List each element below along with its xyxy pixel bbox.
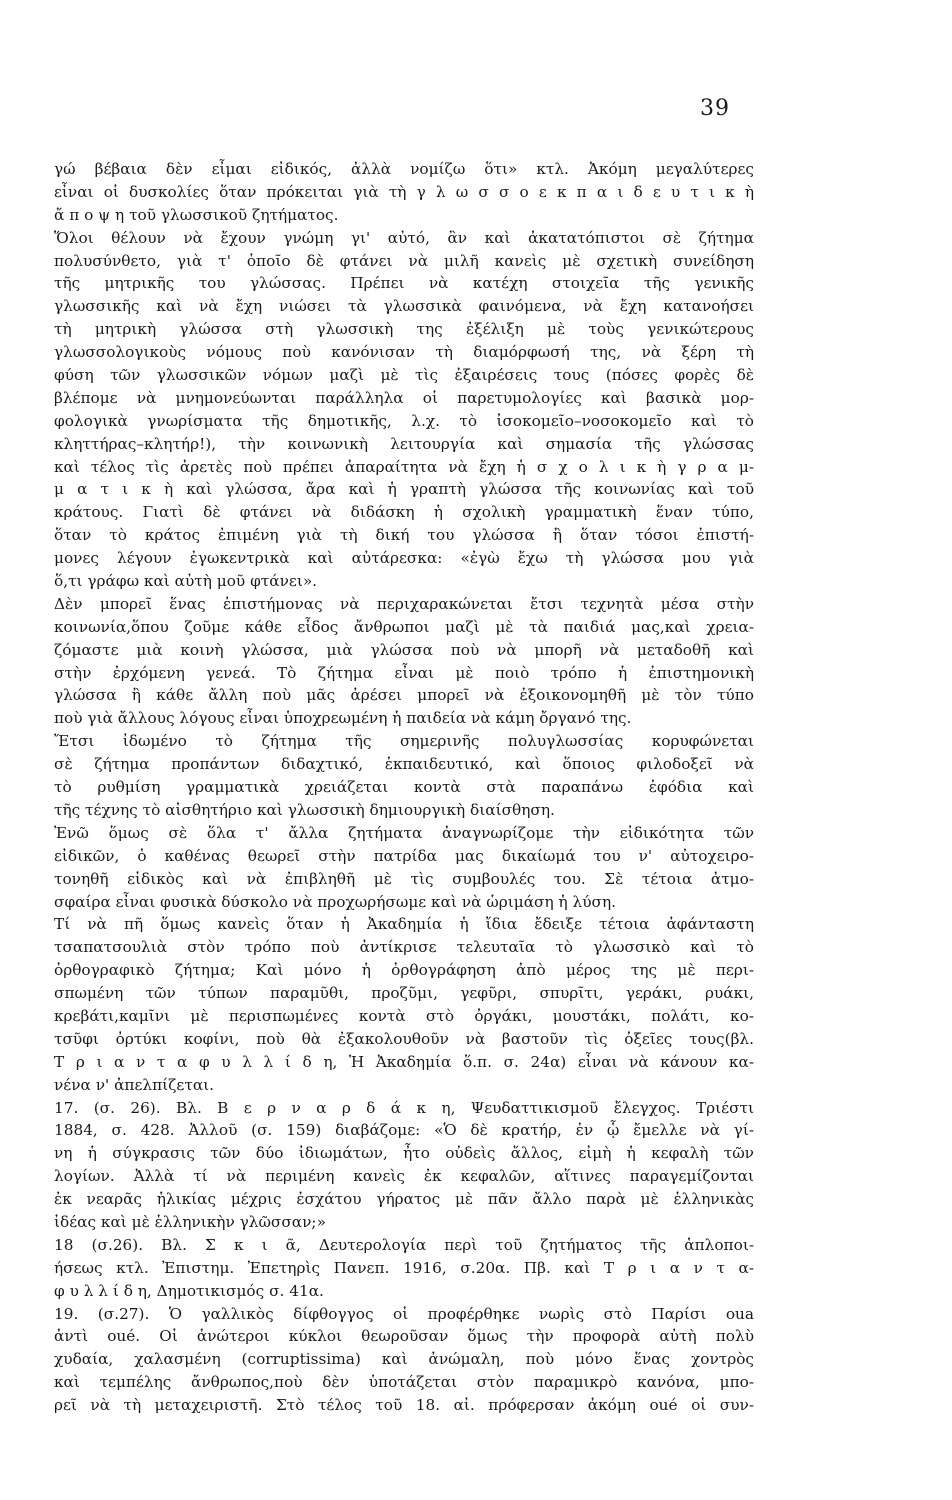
text-body — [54, 158, 754, 1417]
text-line: τσῦφι ὀρτύκι κοφίνι, ποὺ θὰ ἐξακολουθοῦν νὰ βαστοῦν τὶς ὀξεῖες τους(βλ. — [54, 1029, 754, 1048]
text-line: Ἐνῶ ὅμως σὲ ὅλα τ' ἄλλα ζητήματα ἀναγνωρίζομε τὴν εἰδικότητα τῶν — [54, 823, 754, 842]
text-line: χυδαία, χαλασμένη (corruptissima) καὶ ἀνώμαλη, ποὺ μόνο ἕνας χοντρὸς — [54, 1350, 754, 1369]
text-line: καὶ τεμπέλης ἄνθρωπος,ποὺ δὲν ὑποτάζεται στὸν παραμικρὸ κανόνα, μπο- — [54, 1373, 754, 1392]
text-line: στὴν ἐρχόμενη γενεά. Τὸ ζήτημα εἶναι μὲ ποιὸ τρόπο ἡ ἐπιστημονικὴ — [54, 663, 754, 682]
text-line: πολυσύνθετο, γιὰ τ' ὁποῖο δὲ φτάνει νὰ μιλῆ κανεὶς μὲ σχετικὴ συνείδηση — [54, 251, 754, 270]
text-line: τονηθῆ εἰδικὸς καὶ νὰ ἐπιβληθῆ μὲ τὶς συμβουλές του. Σὲ τέτοια ἀτμο- — [54, 869, 754, 888]
text-line: εἰδικῶν, ὁ καθένας θεωρεῖ στὴν πατρίδα μας δικαίωμά του ν' αὐτοχειρο- — [54, 846, 754, 865]
text-line: γώ βέβαια δὲν εἶμαι εἰδικός, ἀλλὰ νομίζω ὅτι» κτλ. Ἀκόμη μεγαλύτερες — [54, 160, 754, 178]
text-line: λογίων. Ἀλλὰ τί νὰ περιμένη κανεὶς ἐκ κεφαλῶν, αἵτινες παραγεμίζονται — [54, 1167, 754, 1186]
text-line: κράτους. Γιατὶ δὲ φτάνει νὰ διδάσκη ἡ σχολικὴ γραμματικὴ ἕναν τύπο, — [54, 503, 754, 522]
text-line: ζόμαστε μιὰ κοινὴ γλώσσα, μιὰ γλώσσα ποὺ νὰ μπορῆ νὰ μεταδοθῆ καὶ — [54, 640, 754, 659]
text-line: ἐκ νεαρᾶς ἡλικίας μέχρις ἐσχάτου γήρατος μὲ πᾶν ἄλλο παρὰ μὲ ἑλληνικὰς — [54, 1190, 754, 1209]
text-line: κοινωνία,ὅπου ζοῦμε κάθε εἶδος ἄνθρωποι μαζὶ μὲ τὰ παιδιά μας,καὶ χρεια- — [54, 617, 754, 636]
text-line: Δὲν μπορεῖ ἕνας ἐπιστήμονας νὰ περιχαρακώνεται ἔτσι τεχνητὰ μέσα στὴν — [54, 594, 754, 613]
text-line: τὸ ρυθμίση γραμματικὰ χρειάζεται κοντὰ στὰ παραπάνω ἐφόδια καὶ — [54, 778, 754, 797]
text-line: γλωσσολογικοὺς νόμους ποὺ κανόνισαν τὴ διαμόρφωσή της, νὰ ξέρη τὴ — [54, 343, 754, 362]
text-line: ρεῖ νὰ τὴ μεταχειριστῆ. Στὸ τέλος τοῦ 18. αἰ. πρόφερσαν ἀκόμη oué οἱ συν- — [54, 1396, 754, 1415]
text-line: μονες λέγουν ἐγωκεντρικὰ καὶ αὐτάρεσκα: «ἐγὼ ἔχω τὴ γλώσσα μου γιὰ — [54, 549, 754, 568]
text-line: τῆς τέχνης τὸ αἰσθητήριο καὶ γλωσσικὴ δημιουργικὴ διαίσθηση. — [54, 800, 555, 819]
text-line: Τί νὰ πῆ ὅμως κανεὶς ὅταν ἡ Ἀκαδημία ἡ ἴδια ἔδειξε τέτοια ἀφάνταστη — [54, 915, 754, 934]
text-line: τὴ μητρικὴ γλώσσα στὴ γλωσσικὴ της ἐξέλιξη μὲ τοὺς γενικώτερους — [54, 320, 754, 339]
text-line: εἶναι οἱ δυσκολίες ὅταν πρόκειται γιὰ τὴ γ λ ω σ σ ο ε κ π α ι δ ε υ τ ι κ ὴ — [54, 182, 754, 201]
text-line: φ υ λ λ ί δ η, Δημοτικισμός σ. 41α. — [54, 1281, 324, 1300]
text-line: ήσεως κτλ. Ἐπιστημ. Ἐπετηρὶς Πανεπ. 1916, σ.20α. Πβ. καὶ Τ ρ ι α ν τ α- — [54, 1258, 754, 1277]
text-line: ὅ,τι γράφω καὶ αὐτὴ μοῦ φτάνει». — [54, 572, 318, 591]
text-line: ὅταν τὸ κράτος ἐπιμένη γιὰ τὴ δική του γλώσσα ἢ ὅταν τόσοι ἐπιστή- — [54, 526, 754, 545]
text-line: μ α τ ι κ ὴ καὶ γλώσσα, ἄρα καὶ ἡ γραπτὴ γλώσσα τῆς κοινωνίας καὶ τοῦ — [54, 480, 754, 499]
text-line: φύση τῶν γλωσσικῶν νόμων μαζὶ μὲ τὶς ἐξαιρέσεις τους (πόσες φορὲς δὲ — [54, 366, 754, 385]
text-line: τῆς μητρικῆς του γλώσσας. Πρέπει νὰ κατέχη στοιχεῖα τῆς γενικῆς — [54, 274, 754, 293]
text-line: γλώσσα ἢ κάθε ἄλλη ποὺ μᾶς ἀρέσει μπορεῖ νὰ ἐξοικονομηθῆ μὲ τὸν τύπο — [54, 686, 754, 705]
text-line: κληττήρας–κλητήρ!), τὴν κοινωνικὴ λειτουργία καὶ σημασία τῆς γλώσσας — [54, 434, 754, 453]
text-line: 1884, σ. 428. Ἀλλοῦ (σ. 159) διαβάζομε: «Ὁ δὲ κρατήρ, ἐν ᾧ ἔμελλε νὰ γί- — [54, 1121, 754, 1140]
text-line: βλέπομε νὰ μνημονεύωνται παράλληλα οἱ παρετυμολογίες καὶ βασικὰ μορ- — [54, 388, 754, 407]
text-line: καὶ τέλος τὶς ἀρετὲς ποὺ πρέπει ἀπαραίτητα νὰ ἔχη ἡ σ χ ο λ ι κ ὴ γ ρ α μ- — [54, 457, 754, 476]
text-line: 19. (σ.27). Ὁ γαλλικὸς δίφθογγος οἱ προφέρθηκε νωρὶς στὸ Παρίσι oua — [54, 1304, 754, 1323]
text-line: ἄ π ο ψ η τοῦ γλωσσικοῦ ζητήματος. — [54, 205, 339, 224]
text-line: 17. (σ. 26). Βλ. Β ε ρ ν α ρ δ ά κ η, Ψευδαττικισμοῦ ἔλεγχος. Τριέστι — [54, 1098, 754, 1117]
text-line: Ἔτσι ἰδωμένο τὸ ζήτημα τῆς σημερινῆς πολυγλωσσίας κορυφώνεται — [54, 732, 754, 751]
text-line: ἀντὶ oué. Οἱ ἀνώτεροι κύκλοι θεωροῦσαν ὅμως τὴν προφορὰ αὐτὴ πολὺ — [54, 1327, 754, 1346]
text-line: σφαίρα εἶναι φυσικὰ δύσκολο νὰ προχωρήσωμε καὶ νὰ ὡριμάση ἡ λύση. — [54, 892, 616, 911]
text-line: τσαπατσουλιὰ στὸν τρόπο ποὺ ἀντίκρισε τελευταῖα τὸ γλωσσικὸ καὶ τὸ — [54, 938, 754, 957]
text-line: σὲ ζήτημα προπάντων διδαχτικό, ἐκπαιδευτικό, καὶ ὅποιος φιλοδοξεῖ νὰ — [54, 755, 754, 774]
text-line: Τ ρ ι α ν τ α φ υ λ λ ί δ η, Ἡ Ἀκαδημία ὅ.π. σ. 24α) εἶναι νὰ κάνουν κα- — [54, 1052, 754, 1071]
text-line: ποὺ γιὰ ἄλλους λόγους εἶναι ὑποχρεωμένη ἡ παιδεία νὰ κάμη ὄργανό της. — [54, 709, 632, 728]
text-line: ὀρθογραφικὸ ζήτημα; Καὶ μόνο ἡ ὀρθογράφηση ἀπὸ μέρος της μὲ περι- — [54, 961, 754, 980]
text-line: κρεβάτι,καμῖνι μὲ περισπωμένες κοντὰ στὸ ὀργάκι, μουστάκι, πολάτι, κο- — [54, 1006, 754, 1025]
page-number: 39 — [700, 96, 730, 121]
text-line: Ὅλοι θέλουν νὰ ἔχουν γνώμη γι' αὐτό, ἂν καὶ ἀκατατόπιστοι σὲ ζήτημα — [54, 228, 754, 247]
text-line: φολογικὰ γνωρίσματα τῆς δημοτικῆς, λ.χ. τὸ ἰσοκομεῖο–νοσοκομεῖο καὶ τὸ — [54, 411, 754, 430]
text-line: σπωμένη τῶν τύπων παραμῦθι, προζῦμι, γεφῦρι, σπυρῖτι, γεράκι, ρυάκι, — [54, 984, 754, 1003]
text-line: νη ἡ σύγκρασις τῶν δύο ἰδιωμάτων, ἦτο οὐδεὶς ἄλλος, εἰμὴ ἡ κεφαλὴ τῶν — [54, 1144, 754, 1163]
text-line: γλωσσικῆς καὶ νὰ ἔχη νιώσει τὰ γλωσσικὰ φαινόμενα, νὰ ἔχη κατανοήσει — [54, 297, 754, 316]
text-line: νένα ν' ἀπελπίζεται. — [54, 1075, 215, 1094]
text-line: 18 (σ.26). Βλ. Σ κ ι ᾶ, Δευτερολογία περὶ τοῦ ζητήματος τῆς ἁπλοποι- — [54, 1235, 754, 1254]
text-line: ἰδέας καὶ μὲ ἑλληνικὴν γλῶσσαν;» — [54, 1212, 326, 1231]
